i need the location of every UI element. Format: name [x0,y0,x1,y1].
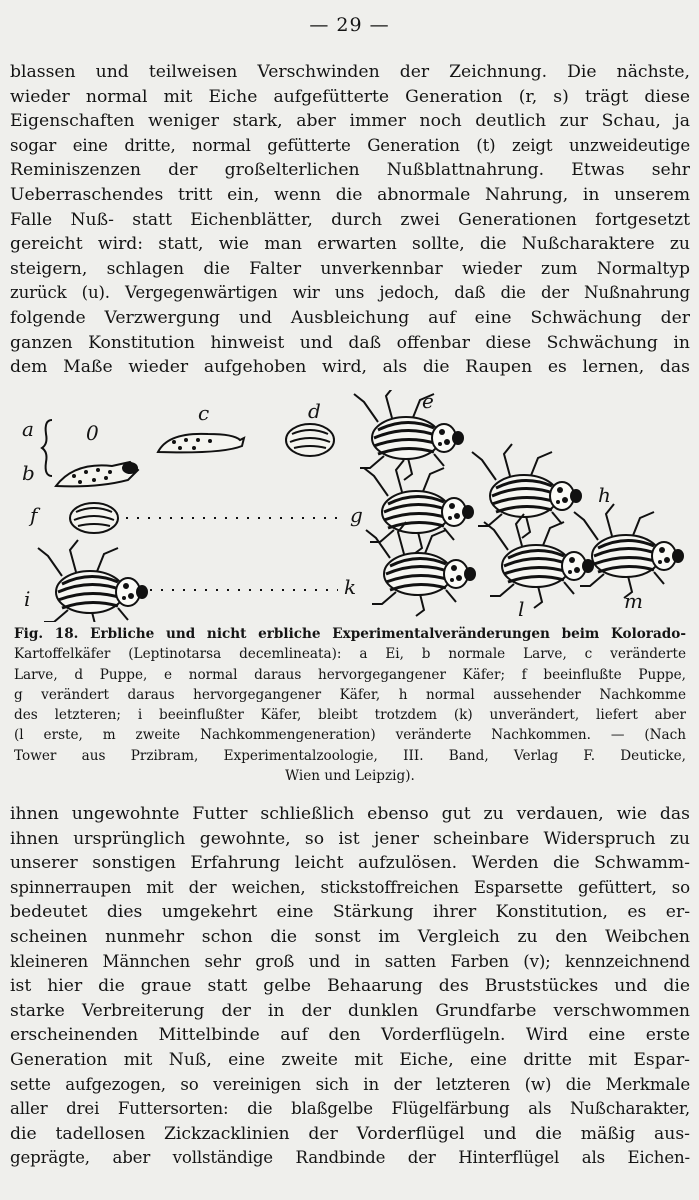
figure-caption [14,624,686,786]
text-line: dem Maße wieder aufgehoben wird, als die Raupen es lernen, das [10,357,690,378]
paragraph-bottom [10,802,690,1171]
text-line: sette aufgezogen, so vereinigen sich in der letzteren (w) die Merkmale [10,1074,690,1094]
caption-line: des letzteren; i beeinflußter Käfer, bleibt trotzdem (k) unverändert, liefert aber [14,707,686,724]
label-m: m [624,589,643,613]
text-line: gereicht wird: statt, wie man erwarten sollte, die Nußcharaktere zu [10,234,690,255]
text-line: geprägte, aber vollständige Randbinde der Hinterflügel als Eichen- [10,1148,690,1168]
text-line: wieder normal mit Eiche aufgefütterte Generation (r, s) trägt diese [10,86,690,107]
text-line: ist hier die graue statt gelbe Behaarung des Bruststückes und die [10,976,690,997]
label-i: i [24,587,31,611]
text-line: folgende Verzwergung und Ausbleichung auf eine Schwächung der [10,307,690,328]
text-line: bedeutet dies umgekehrt eine Stärkung ihrer Konstitution, es er- [10,902,690,923]
label-a: a [22,417,34,441]
label-h: h [598,483,611,507]
label-g: g [350,503,363,527]
caption-line-last: Wien und Leipzig). [285,768,415,785]
caption-line: (l erste, m zweite Nachkommengeneration) veränderte Nachkommen. — (Nach [14,727,686,744]
label-k: k [344,575,357,599]
label-b: b [22,461,35,485]
beetle-l-drawing [484,514,594,608]
label-d: d [308,399,321,423]
pupa-d-drawing [286,424,334,456]
text-line: ihnen ursprünglich gewohnte, so ist jener scheinbare Widerspruch zu [10,828,690,849]
figure-illustration [8,390,692,622]
text-line: starke Verbreiterung der in der dunklen Grundfarbe verschwommen [10,1000,690,1021]
text-line: zurück (u). Vergegenwärtigen wir uns jedoch, daß die der Nußnahrung [10,283,690,303]
caption-lead: Fig. 18. Erbliche und nicht erbliche Experimentalveränderungen beim Kolorado- [14,626,686,642]
label-c: c [198,401,210,425]
beetle-i-drawing [38,540,148,622]
text-line: steigern, schlagen die Falter unverkennbar wieder zum Normaltyp [10,258,690,279]
brace-mark [42,420,52,476]
paragraph-top [10,60,690,380]
label-e: e [422,390,434,413]
text-line: Ueberraschendes tritt ein, wenn die abnormale Nahrung, in unserem [10,184,690,205]
text-line: erscheinenden Mittelbinde auf den Vorderflügeln. Wird eine erste [10,1025,690,1046]
caption-line: Tower aus Przibram, Experimentalzoologie, III. Band, Verlag F. Deuticke, [14,747,686,764]
caption-line: Kartoffelkäfer (Leptinotarsa decemlineata): a Ei, b normale Larve, c veränderte [14,646,686,663]
page-number: — 29 — [309,14,390,36]
text-line: sogar eine dritte, normal gefütterte Generation (t) zeigt unzweideutige [10,135,690,155]
beetle-g-drawing [364,460,474,554]
beetle-m-drawing [574,504,684,598]
label-f: f [30,503,38,527]
text-line: kleineren Männchen sehr groß und in satten Farben (v); kennzeichnend [10,951,690,971]
text-line: die tadellosen Zickzacklinien der Vorderflügel und die mäßig aus- [10,1123,690,1144]
text-line: scheinen nunmehr schon die sonst im Vergleich zu den Weibchen [10,926,690,947]
label-l: l [518,597,525,621]
text-line: ihnen ungewohnte Futter schließlich ebenso gut zu verdauen, wie das [10,804,690,824]
pupa-f-drawing [70,503,118,533]
larva-b-drawing [56,462,138,486]
larva-c-drawing [158,434,244,453]
label-egg: 0 [86,421,99,445]
text-line: Eigenschaften weniger stark, aber immer noch deutlich zur Schau, ja [10,111,690,132]
text-line: unserer sonstigen Erfahrung leicht aufzulösen. Werden die Schwamm- [10,853,690,874]
beetle-k-drawing [366,522,476,616]
figure-beetle-stages [8,390,692,622]
text-line: Reminiszenzen der großelterlichen Nußblattnahrung. Etwas sehr [10,160,690,181]
text-line: aller drei Futtersorten: die blaßgelbe Flügelfärbung als Nußcharakter, [10,1099,690,1119]
text-line: Generation mit Nuß, eine zweite mit Eiche, eine dritte mit Espar- [10,1049,690,1070]
text-line: blassen und teilweisen Verschwinden der Zeichnung. Die nächste, [10,62,690,82]
beetle-e-drawing [354,390,464,480]
text-line: spinnerraupen mit der weichen, stickstoffreichen Esparsette gefüttert, so [10,877,690,897]
text-line: ganzen Konstitution hinweist und daß offenbar diese Schwächung in [10,332,690,353]
caption-line: Larve, d Puppe, e normal daraus hervorgegangener Käfer; f beeinflußte Puppe, [14,666,686,683]
beetle-h-drawing [472,444,582,538]
text-line: Falle Nuß- statt Eichenblätter, durch zwei Generationen fortgesetzt [10,209,690,230]
caption-line: g verändert daraus hervorgegangener Käfer, h normal aussehender Nachkomme [14,686,686,703]
